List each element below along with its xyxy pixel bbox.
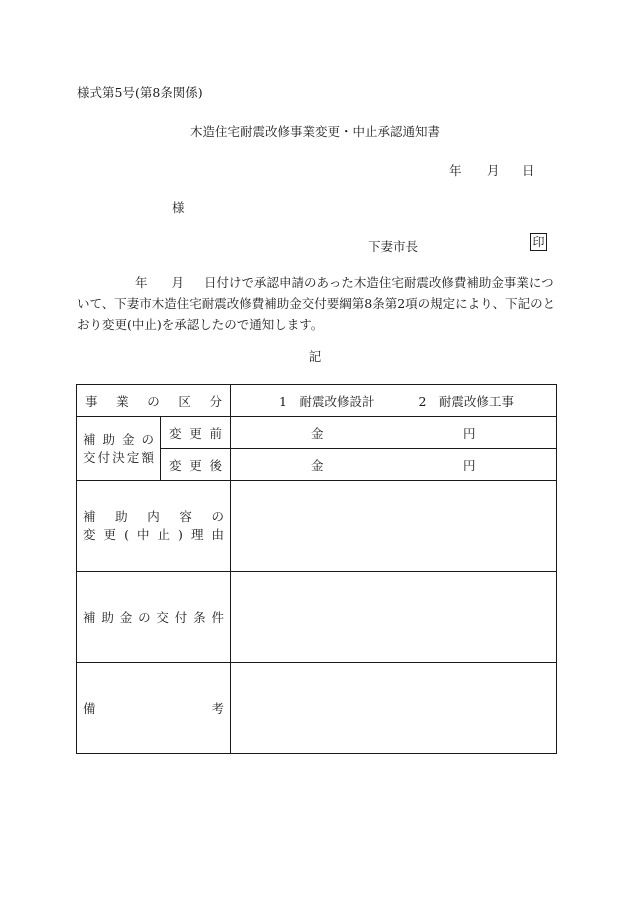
- change-reason-row: [77, 481, 557, 572]
- issuer-name: 下妻市長: [368, 239, 419, 254]
- after-kin-label: 金: [311, 457, 324, 473]
- after-amount-cell: [231, 449, 557, 481]
- form-number: 様式第5号(第8条関係): [77, 85, 203, 100]
- conditions-label-cell: [77, 572, 231, 663]
- remarks-value-cell: [231, 663, 557, 754]
- document-title: 木造住宅耐震改修事業変更・中止承認通知書: [189, 124, 440, 139]
- category-row: [77, 385, 557, 417]
- subsidy-amount-label-line2: 交付決定額: [83, 449, 154, 465]
- change-reason-label-line1: 補助内容の: [83, 509, 225, 524]
- addressee-suffix: 様: [172, 200, 185, 215]
- before-kin-label: 金: [311, 425, 324, 441]
- conditions-row: [77, 572, 557, 663]
- body-text: 日付けで承認申請のあった木造住宅耐震改修費補助金事業について、下妻市木造住宅耐震改修費補助金交付要綱第8条第2項の規定により、下記のとおり変更(中止)を承認したので通知します。: [77, 275, 556, 332]
- change-reason-label-line2: 変更(中止)理由: [83, 527, 225, 542]
- before-amount-cell: [231, 417, 557, 449]
- category-option-design: 1 耐震改修設計: [279, 393, 375, 409]
- body-month-label: 月: [171, 275, 185, 290]
- body-year-label: 年: [135, 275, 148, 290]
- conditions-label: 補助金の交付条件: [83, 610, 225, 625]
- subsidy-amount-label-cell: [77, 417, 161, 481]
- remarks-label: 備考: [83, 701, 225, 716]
- before-label: 変更前: [169, 425, 223, 441]
- body-paragraph: [77, 272, 560, 335]
- ki-heading: 記: [308, 349, 322, 364]
- details-table: [76, 384, 557, 754]
- date-day-label: 日: [522, 163, 535, 178]
- date-month-label: 月: [487, 163, 500, 178]
- category-label: 事業の区分: [85, 393, 223, 409]
- amount-before-row: [77, 417, 557, 449]
- subsidy-amount-label-line1: 補助金の: [83, 431, 154, 447]
- after-yen-label: 円: [463, 457, 476, 473]
- category-options-cell: [231, 385, 557, 417]
- before-label-cell: [161, 417, 231, 449]
- change-reason-label-cell: [77, 481, 231, 572]
- before-yen-label: 円: [463, 425, 476, 441]
- remarks-row: [77, 663, 557, 754]
- after-label-cell: [161, 449, 231, 481]
- category-label-cell: [77, 385, 231, 417]
- conditions-value-cell: [231, 572, 557, 663]
- change-reason-value-cell: [231, 481, 557, 572]
- seal-mark: 印: [530, 233, 547, 251]
- category-option-construction: 2 耐震改修工事: [418, 393, 514, 409]
- remarks-label-cell: [77, 663, 231, 754]
- after-label: 変更後: [169, 457, 223, 473]
- date-year-label: 年: [449, 163, 462, 178]
